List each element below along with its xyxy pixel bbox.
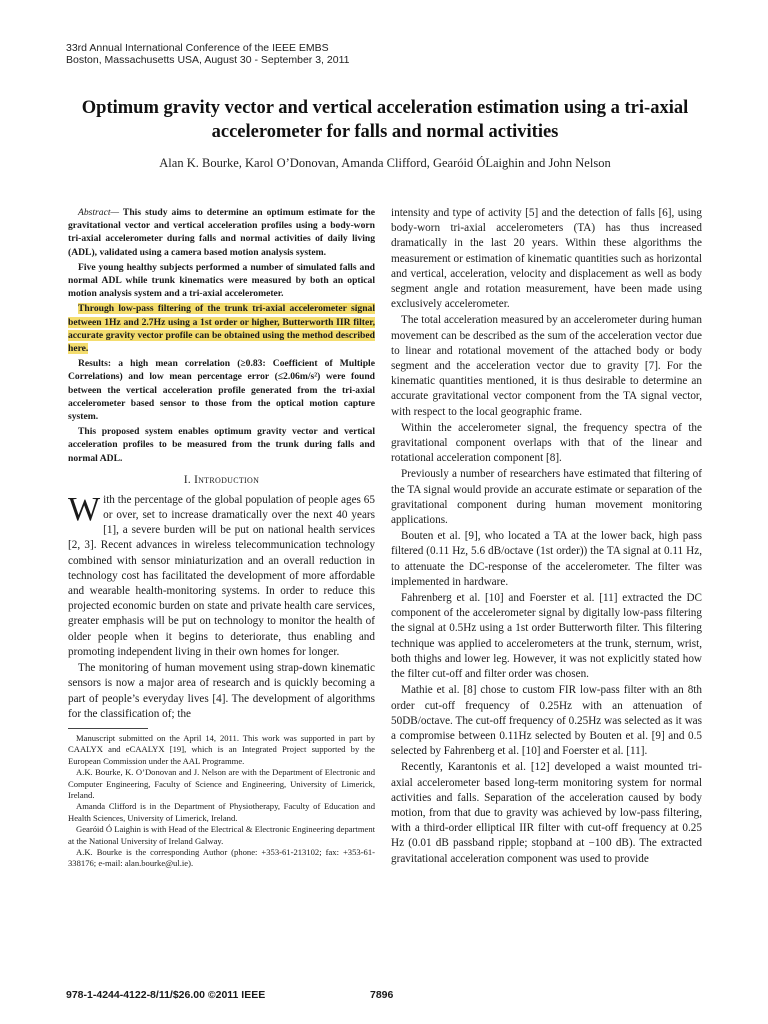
body-paragraph-1: intensity and type of activity [5] and the detection of falls [6], using body-worn tri-axial accelerometers (TA) has thus increased dramatically in the last 20 years. Within these algorithms the measurement or estimation of kinematic quantities such as horizontal and vertical, acceleration, velocity and displacement as well as body segment angle and rotation measurement, have been made using exclusively accelerometer. [391,207,702,311]
abstract-paragraph-5: This proposed system enables optimum gravity vector and vertical acceleration profiles to be measured from the trunk during falls and normal ADL. [68,426,375,464]
drop-cap: W [68,490,101,528]
section-title: Introduction [194,473,260,486]
footnote-divider [68,728,148,729]
abstract [68,206,375,465]
footnote-2: A.K. Bourke, K. O’Donovan and J. Nelson are with the Department of Electronic and Computer Engineering, Faculty of Science and Engineering, University of Limerick, Ireland. [68,767,375,800]
body-paragraph-4: Previously a number of researchers have estimated that filtering of the TA signal would provide an accurate estimate or separation of the gravitational component during human movement monitoring applications. [391,468,702,527]
page-number: 7896 [370,989,394,1001]
paper-title: Optimum gravity vector and vertical acceleration estimation using a tri-axial accelerometer for falls and normal activities [81,98,689,142]
conference-name: 33rd Annual International Conference of the IEEE EMBS [66,42,329,54]
intro-text-1: ith the percentage of the global population of people ages 65 or over, set to increase dramatically over the next 40 years [1], a severe burden will be put on national health services [2, 3]. Recent advances in wireless telecommunication technology combined with sensor miniaturization and an overall reduction in technology cost has facilitated the development of more affordable and wearable health-monitoring systems. In order to reduce this projected economic burden on state and private health care services, greater emphasis will be put on technology to monitor the health of older people when it begins to deteriorate, thus enabling and promoting independent living in their own homes for longer. [68,493,375,658]
left-column [68,206,375,870]
footnotes [68,733,375,870]
body-paragraph-6: Fahrenberg et al. [10] and Foerster et al. [11] extracted the DC component of the accelerometer signal by digitally low-pass filtering the signal at 0.5Hz using a 1st order Butterworth filter. This filtering technique was applied to accelerometers at the trunk, sternum, wrist, both thighs and lower leg. However, it was not explicitly stated how the filter cut-off and filter order was chosen. [391,592,702,681]
section-heading-introduction [68,473,375,487]
section-number: I. [183,473,191,486]
abstract-paragraph-3 [68,302,375,355]
right-column [391,206,702,868]
footnote-5: A.K. Bourke is the corresponding Author (phone: +353-61-213102; fax: +353-61-338176; e-mail: alan.bourke@ul.ie). [68,846,375,869]
body-paragraph-5: Bouten et al. [9], who located a TA at the lower back, high pass filtered (0.11 Hz, 5.6 dB/octave (1st order)) the TA signal at 0.11 Hz, to attenuate the DC-response of the accelerometer. The filter was implemented in hardware. [391,530,702,588]
body-paragraph-7: Mathie et al. [8] chose to custom FIR low-pass filter with an 8th order cut-off frequency of 0.25Hz with an attenuation of 50DB/octave. The cut-off frequency of 0.25Hz was selected as it was a compromise between 0.11Hz selected by Bouten et al. [9] and 0.5 selected by Fahrenberg et al. [10] and Foerster et al. [11]. [391,684,702,758]
abstract-paragraph-4: Results: a high mean correlation (≥0.83: Coefficient of Multiple Correlations) and low mean percentage error (≤2.06m/s²) were found between the vertical acceleration profile generated from the tri-axial accelerometer based sensor to those from the optical motion capture system. [68,358,375,423]
body-paragraph-2: The total acceleration measured by an accelerometer during human movement can be described as the sum of the acceleration vector due to linear and rotational movement of the attached body or body segment and the acceleration vector due to gravity [7]. For the kinematic quantities mentioned, it is thus desirable to determine an accurate gravitational vector component from the TA signal vector, with respect to the local geographic frame. [391,314,702,418]
abstract-label: Abstract— [78,207,120,218]
isbn-copyright: 978-1-4244-4122-8/11/$26.00 ©2011 IEEE [66,989,266,1001]
footnote-1: Manuscript submitted on the April 14, 2011. This work was supported in part by CAALYX and eCAALYX [19], which is an Integrated Project supported by the European Commission under the AAL Programme. [68,732,375,766]
body-paragraph-8: Recently, Karantonis et al. [12] developed a waist mounted tri-axial accelerometer based long-term monitoring system for normal activities and falls. Separation of the acceleration caused by body motion, from that due to gravity was achieved by low-pass filtering, with a third-order elliptical IIR filter with cut-off frequency at 0.25 Hz (0.01 dB passband ripple; stopband at −100 dB). The extracted gravitational acceleration component was used to provide [391,761,702,865]
highlighted-text: Through low-pass filtering of the trunk tri-axial accelerometer signal between 1Hz and 2.7Hz using a 1st order or higher, Butterworth IIR filter, accurate gravity vector profile can be obtained using the method described here. [68,303,375,355]
footnote-3: Amanda Clifford is in the Department of Physiotherapy, Faculty of Education and Health Sciences, University of Limerick, Ireland. [68,801,375,823]
intro-paragraph-1 [68,490,375,660]
abstract-paragraph-1 [68,206,375,259]
author-list: Alan K. Bourke, Karol O’Donovan, Amanda Clifford, Gearóid ÓLaighin and John Nelson [159,156,611,170]
abstract-text-1: This study aims to determine an optimum estimate for the gravitational vector and vertical acceleration profiles using a body-worn tri-axial accelerometer during falls and normal activities of daily living (ADL), validated using a camera based motion analysis system. [68,207,375,258]
conference-header [66,42,349,66]
body-paragraph-3: Within the accelerometer signal, the frequency spectra of the gravitational component overlaps with that of the linear and rotational acceleration component [8]. [391,421,702,465]
intro-paragraph-2: The monitoring of human movement using strap-down kinematic sensors is now a major area of research and is quickly becoming a part of people’s everyday lives [4]. The development of algorithms for the classification of; the [68,662,375,720]
conference-location: Boston, Massachusetts USA, August 30 - September 3, 2011 [66,54,350,66]
abstract-paragraph-2: Five young healthy subjects performed a number of simulated falls and normal ADL while trunk kinematics were measured by both an optical motion analysis system and a tri-axial accelerometer. [68,261,375,300]
footnote-4: Gearóid Ó Laighin is with Head of the Electrical & Electronic Engineering department at the National University of Ireland Galway. [68,824,375,846]
